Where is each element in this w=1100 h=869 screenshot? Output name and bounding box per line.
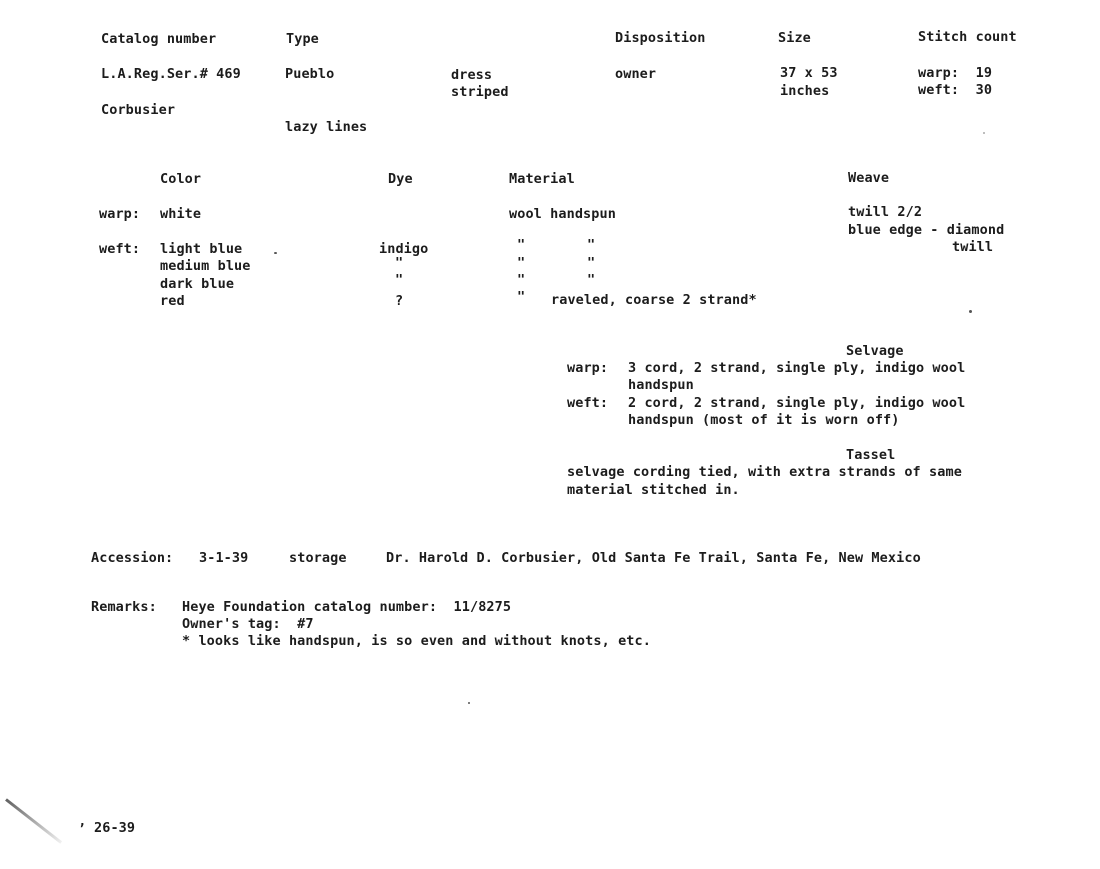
scan-speck [969,310,972,313]
weft-material-ditto: " [587,255,596,271]
color-column-label: Color [160,171,202,187]
weft-material-ditto: " [587,272,596,288]
weft-dye: ? [395,293,404,309]
weave-line-1: twill 2/2 [848,204,923,220]
stitch-count-label: Stitch count [918,29,1017,45]
warp-material: wool handspun [509,206,616,222]
stitch-count-warp: warp: 19 [918,65,993,81]
tassel-line-1: selvage cording tied, with extra strands of same [567,464,962,480]
weft-row-label: weft: [99,241,141,257]
stitch-count-weft: weft: 30 [918,82,993,98]
catalog-number-label: Catalog number [101,31,217,47]
weave-line-2: blue edge - diamond [848,222,1005,238]
material-column-label: Material [509,171,575,187]
remarks-line-1: Heye Foundation catalog number: 11/8275 [182,599,512,615]
selvage-weft-line-2: handspun (most of it is worn off) [628,412,900,428]
warp-color: white [160,206,202,222]
accession-label: Accession: [91,550,174,566]
weft-color: light blue [160,241,243,257]
scan-speck [468,702,470,704]
disposition-value: owner [615,66,657,82]
accession-source: Dr. Harold D. Corbusier, Old Santa Fe Trail, Santa Fe, New Mexico [386,550,921,566]
type-label: Type [286,31,319,47]
weft-material-ditto: " [587,237,596,253]
weave-column-label: Weave [848,170,890,186]
tassel-line-2: material stitched in. [567,482,740,498]
weft-material-ditto: " [517,289,526,305]
scan-edge-mark [5,798,62,843]
selvage-title: Selvage [846,343,904,359]
dye-column-label: Dye [388,171,413,187]
selvage-warp-label: warp: [567,360,609,376]
remarks-label: Remarks: [91,599,157,615]
weave-line-3: twill [952,239,994,255]
disposition-label: Disposition [615,30,706,46]
weft-material-ditto: " [517,255,526,271]
accession-date: 3-1-39 [199,550,249,566]
size-dimensions: 37 x 53 [780,65,838,81]
size-label: Size [778,30,811,46]
scan-speck [274,252,277,254]
size-units: inches [780,83,830,99]
weft-material-note: raveled, coarse 2 strand* [551,292,757,308]
warp-row-label: warp: [99,206,141,222]
footer-code: 26-39 [94,820,136,836]
selvage-warp-line-2: handspun [628,377,694,393]
catalog-number-value: L.A.Reg.Ser.# 469 [101,66,241,82]
tassel-title: Tassel [846,447,896,463]
type-value: Pueblo [285,66,335,82]
footer-tick-mark: ’ [78,822,86,837]
weft-color: red [160,293,185,309]
object-description: striped [451,84,509,100]
object-name: dress [451,67,493,83]
selvage-weft-line-1: 2 cord, 2 strand, single ply, indigo wool [628,395,966,411]
weft-dye: " [395,272,404,288]
remarks-line-3: * looks like handspun, is so even and without knots, etc. [182,633,651,649]
weaving-feature: lazy lines [285,119,368,135]
scan-speck [983,132,985,134]
weft-dye: indigo [379,241,429,257]
weft-dye: " [395,255,404,271]
selvage-warp-line-1: 3 cord, 2 strand, single ply, indigo wool [628,360,966,376]
accession-location: storage [289,550,347,566]
weft-material-ditto: " [517,237,526,253]
weft-material-ditto: " [517,272,526,288]
selvage-weft-label: weft: [567,395,609,411]
weft-color: medium blue [160,258,251,274]
remarks-line-2: Owner's tag: #7 [182,616,314,632]
weft-color: dark blue [160,276,235,292]
collector-name: Corbusier [101,102,176,118]
